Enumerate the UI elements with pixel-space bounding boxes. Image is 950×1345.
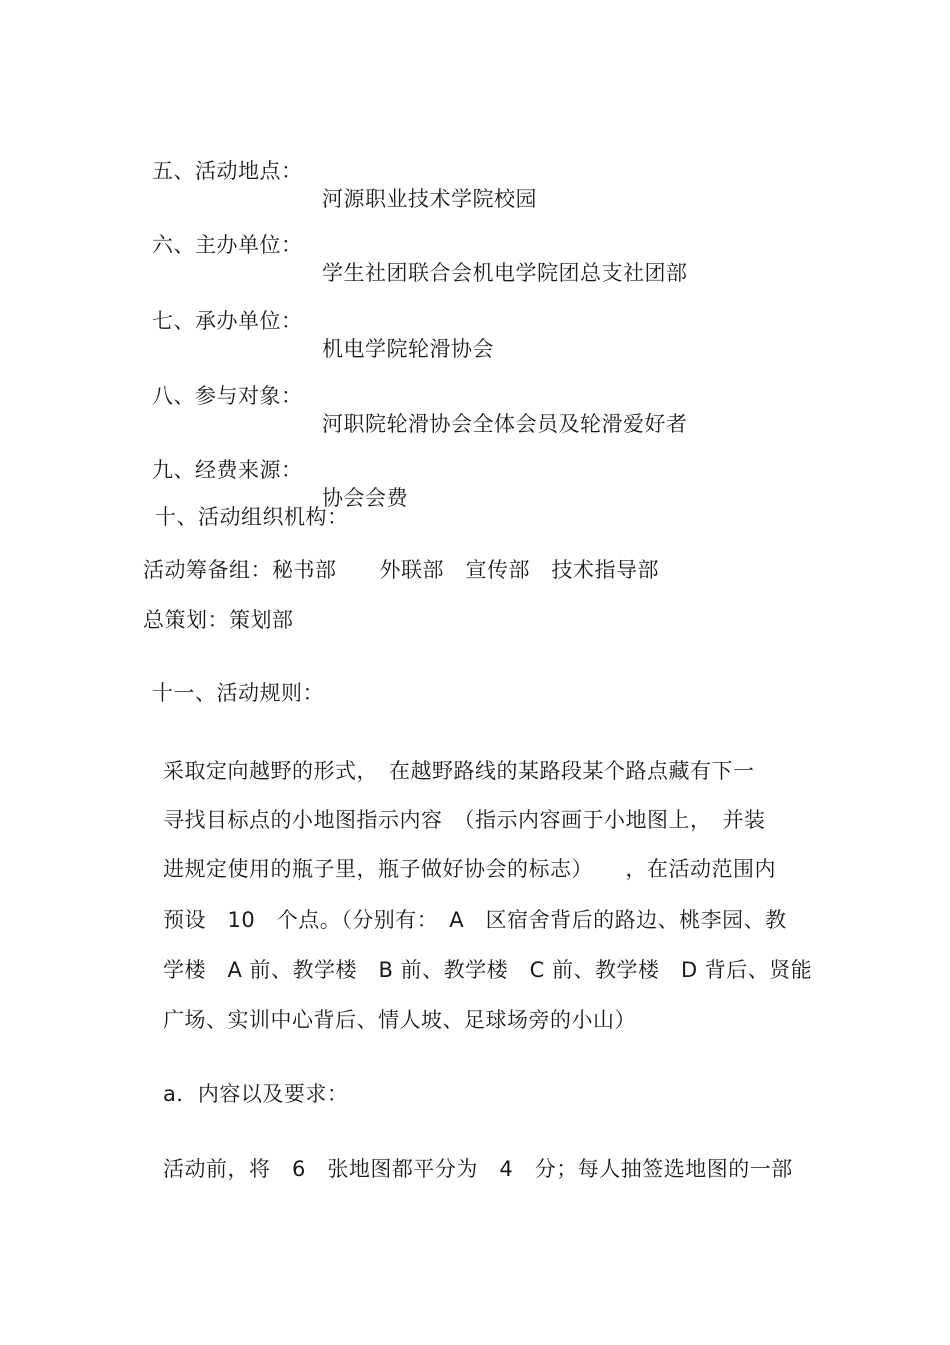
rules-paragraph-line: 采取定向越野的形式， 在越野路线的某路段某个路点藏有下一 [163, 759, 755, 783]
rules-paragraph-line: 进规定使用的瓶子里，瓶子做好协会的标志） ，在活动范围内 [163, 857, 776, 881]
item-label: 八、参与对象： [152, 384, 303, 408]
rules-paragraph-line: 预设 10 个点。（分别有： A 区宿舍背后的路边、桃李园、教 [163, 908, 787, 932]
rules-paragraph-line: 学楼 A 前、教学楼 B 前、教学楼 C 前、教学楼 D 背后、贤能 [163, 958, 813, 982]
item-value: 河职院轮滑协会全体会员及轮滑爱好者 [322, 412, 688, 436]
rules-sub-line: 活动前，将 6 张地图都平分为 4 分；每人抽签选地图的一部 [163, 1157, 793, 1181]
item-value: 河源职业技术学院校园 [322, 187, 537, 211]
organization-prep-group: 活动筹备组：秘书部 外联部 宣传部 技术指导部 [143, 558, 659, 582]
rules-paragraph-line: 寻找目标点的小地图指示内容 （指示内容画于小地图上， 并装 [163, 808, 766, 832]
item-label: 九、经费来源： [152, 458, 303, 482]
rules-sub-heading: a．内容以及要求： [163, 1082, 349, 1106]
item-label: 七、承办单位： [152, 309, 303, 333]
rules-paragraph-line: 广场、实训中心背后、情人坡、足球场旁的小山） [163, 1008, 636, 1032]
item-value: 机电学院轮滑协会 [322, 337, 494, 361]
item-value: 学生社团联合会机电学院团总支社团部 [322, 261, 688, 285]
organization-heading: 十、活动组织机构： [155, 505, 349, 529]
item-label: 五、活动地点： [152, 159, 303, 183]
organization-planner: 总策划：策划部 [143, 608, 294, 632]
rules-heading: 十一、活动规则： [152, 681, 324, 705]
item-value: 协会会费 [322, 486, 408, 510]
item-label: 六、主办单位： [152, 233, 303, 257]
